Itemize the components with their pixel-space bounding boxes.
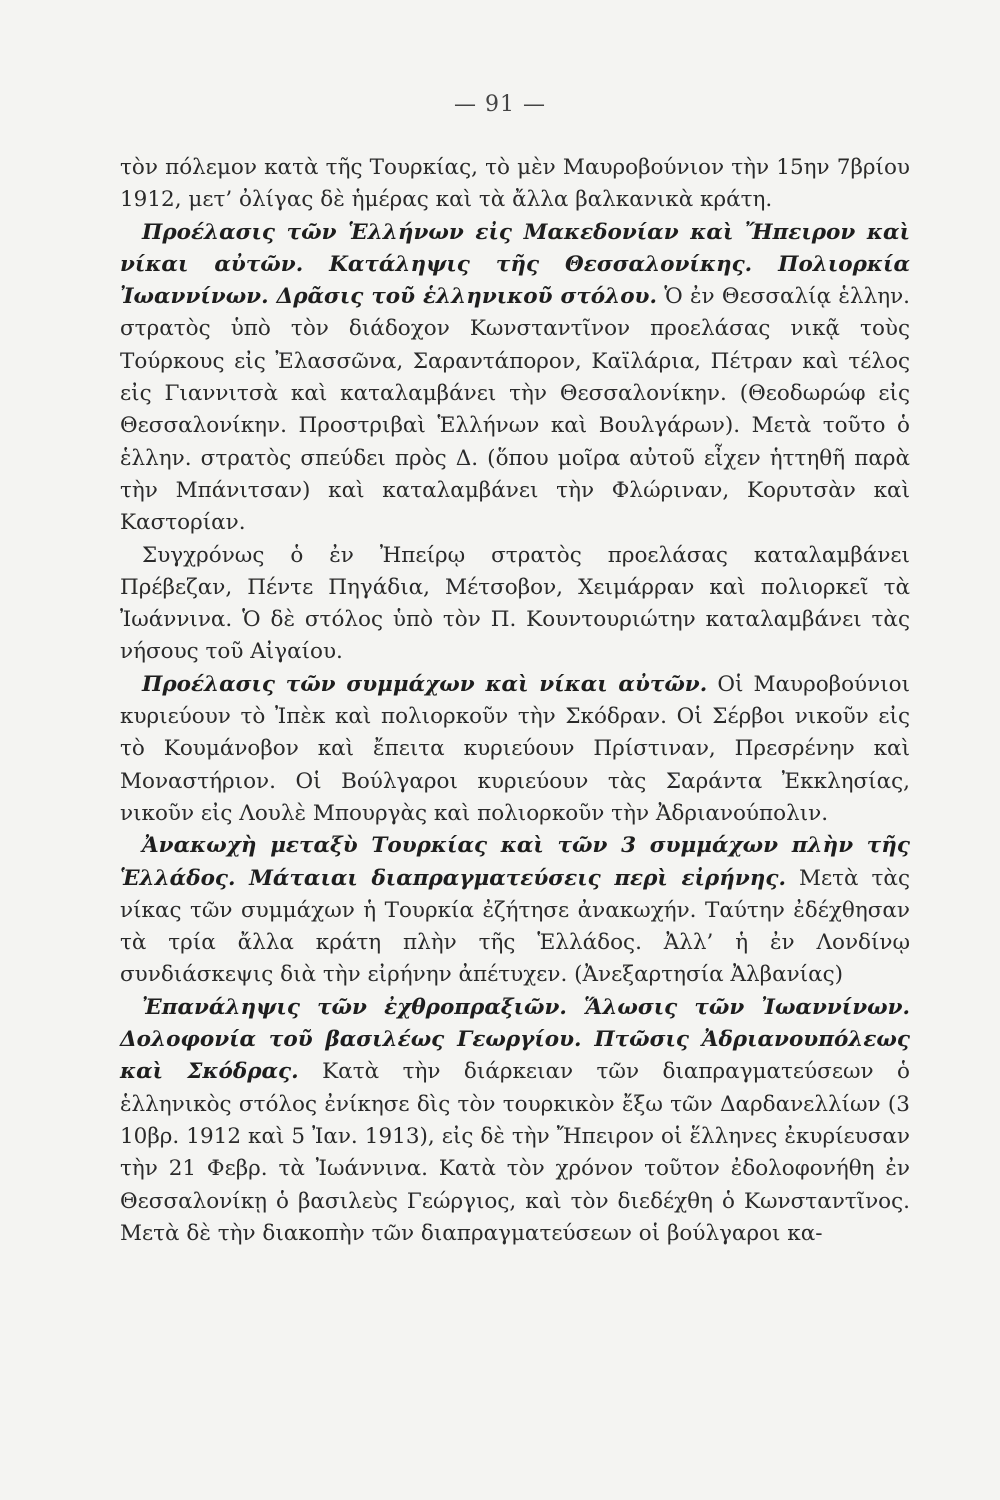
section-heading-armistice: Ἀνακωχὴ μεταξὺ Τουρκίας καὶ τῶν 3 συμμάχων πλὴν τῆς Ἑλλάδος. Μάταιαι διαπραγματεύσεις περὶ εἰρήνης. bbox=[120, 833, 910, 891]
body-text bbox=[120, 152, 910, 1250]
paragraph-text: Συγχρόνως ὁ ἐν Ἠπείρῳ στρατὸς προελάσας καταλαμβάνει Πρέβεζαν, Πέντε Πηγάδια, Μέτσοβον, Χειμάρραν καὶ πολιορκεῖ τὰ Ἰωάννινα. Ὁ δὲ στόλος ὑπὸ τὸν Π. Κουντουριώτην καταλαμβάνει τὰς νήσους τοῦ Αἰγαίου. bbox=[120, 542, 910, 665]
paragraph-5 bbox=[120, 830, 910, 991]
page-number: — 91 — bbox=[454, 92, 546, 117]
paragraph-text: Ὁ ἐν Θεσσαλίᾳ ἑλλην. στρατὸς ὑπὸ τὸν διάδοχον Κωνσταντῖνον προελάσας νικᾷ τοὺς Τούρκους εἰς Ἐλασσῶνα, Σαραντάπορον, Καϊλάρια, Πέτραν καὶ τέλος εἰς Γιαννιτσὰ καὶ καταλαμβάνει τὴν Θεσσαλονίκην. (Θεοδωρώφ εἰς Θεσσαλονίκην. Προστριβαὶ Ἑλλήνων καὶ Βουλγάρων). Μετὰ τοῦτο ὁ ἑλλην. στρατὸς σπεύδει πρὸς Δ. (ὅπου μοῖρα αὐτοῦ εἶχεν ἡττηθῆ παρὰ τὴν Μπάνιτσαν) καὶ καταλαμβάνει τὴν Φλώριναν, Κορυτσὰν καὶ Καστορίαν. bbox=[120, 284, 910, 536]
section-heading-advance-allies: Προέλασις τῶν συμμάχων καὶ νίκαι αὐτῶν. bbox=[142, 671, 708, 697]
paragraph-3 bbox=[120, 540, 910, 669]
paragraph-text: Οἱ Μαυροβούνιοι κυριεύουν τὸ Ἰπὲκ καὶ πολιορκοῦν τὴν Σκόδραν. Οἱ Σέρβοι νικοῦν εἰς τὸ Κουμάνοβον καὶ ἔπειτα κυριεύουν Πρίστιναν, Πρεσρένην καὶ Μοναστήριον. Οἱ Βούλγαροι κυριεύουν τὰς Σαράντα Ἐκκλησίας, νικοῦν εἰς Λουλὲ Μπουργὰς καὶ πολιορκοῦν τὴν Ἀδριανούπολιν. bbox=[120, 671, 910, 826]
paragraph-2 bbox=[120, 217, 910, 540]
paragraph-6 bbox=[120, 992, 910, 1250]
section-heading-advance-greeks: Προέλασις τῶν Ἑλλήνων εἰς Μακεδονίαν καὶ Ἤπειρον καὶ νίκαι αὐτῶν. Κατάληψις τῆς Θεσσαλονίκης. Πολιορκία Ἰωαννίνων. Δρᾶσις τοῦ ἑλληνικοῦ στόλου. bbox=[120, 219, 910, 310]
section-heading-resumption: Ἐπανάληψις τῶν ἐχθροπραξιῶν. Ἅλωσις τῶν Ἰωαννίνων. Δολοφονία τοῦ βασιλέως Γεωργίου. Πτῶσις Ἀδριανουπόλεως καὶ Σκόδρας. bbox=[120, 994, 910, 1085]
paragraph-4 bbox=[120, 669, 910, 830]
paragraph-text: Κατὰ τὴν διάρκειαν τῶν διαπραγματεύσεων ὁ ἑλληνικὸς στόλος ἐνίκησε δὶς τὸν τουρκικὸν ἔξω τῶν Δαρδανελλίων (3 10βρ. 1912 καὶ 5 Ἰαν. 1913), εἰς δὲ τὴν Ἤπειρον οἱ ἕλληνες ἐκυρίευσαν τὴν 21 Φεβρ. τὰ Ἰωάννινα. Κατὰ τὸν χρόνον τοῦτον ἐδολοφονήθη ἐν Θεσσαλονίκῃ ὁ βασιλεὺς Γεώργιος, καὶ τὸν διεδέχθη ὁ Κωνσταντῖνος. Μετὰ δὲ τὴν διακοπὴν τῶν διαπραγματεύσεων οἱ βούλγαροι κα- bbox=[120, 1059, 910, 1246]
paragraph-1 bbox=[120, 152, 910, 217]
paragraph-text: Μετὰ τὰς νίκας τῶν συμμάχων ἡ Τουρκία ἐζήτησε ἀνακωχήν. Ταύτην ἐδέχθησαν τὰ τρία ἄλλα κράτη πλὴν τῆς Ἑλλάδος. Ἀλλ’ ἡ ἐν Λονδίνῳ συνδιάσκεψις διὰ τὴν εἰρήνην ἀπέτυχεν. (Ἀνεξαρτησία Ἀλβανίας) bbox=[120, 865, 910, 988]
paragraph-text: τὸν πόλεμον κατὰ τῆς Τουρκίας, τὸ μὲν Μαυροβούνιον τὴν 15ην 7βρίου 1912, μετ’ ὀλίγας δὲ ἡμέρας καὶ τὰ ἄλλα βαλκανικὰ κράτη. bbox=[120, 155, 910, 213]
